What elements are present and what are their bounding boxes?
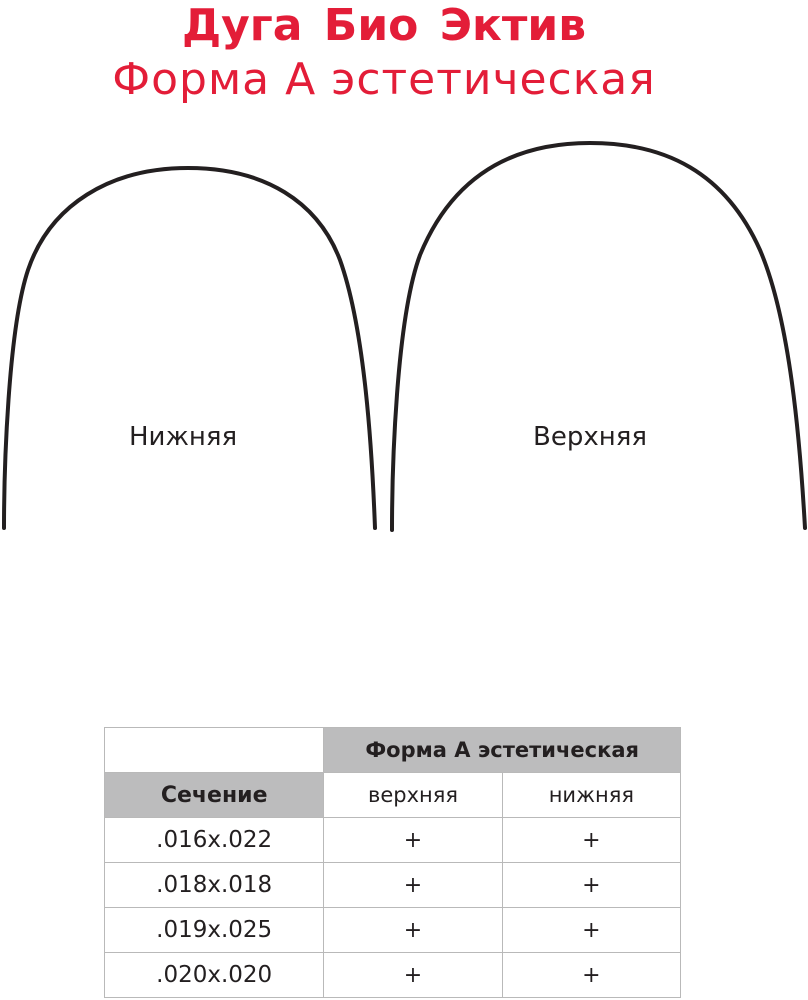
size-cell: .019x.025 [105,908,324,953]
specification-table [104,727,681,998]
upper-availability-cell: + [324,908,502,953]
table-row [105,953,681,998]
lower-availability-cell: + [502,953,680,998]
upper-column-header: верхняя [324,773,502,818]
lower-availability-cell: + [502,863,680,908]
product-subtitle: Форма А эстетическая [112,54,656,105]
size-cell: .020x.020 [105,953,324,998]
lower-arch-label: Нижняя [129,422,238,452]
table-row [105,818,681,863]
section-column-header: Сечение [105,773,324,818]
size-cell: .018x.018 [105,863,324,908]
upper-availability-cell: + [324,953,502,998]
lower-availability-cell: + [502,818,680,863]
table-row [105,863,681,908]
upper-arch-label: Верхняя [533,422,648,452]
table-header-row-sub [105,773,681,818]
product-title: Дуга Био Эктив [181,0,587,51]
table-header-row-group [105,728,681,773]
upper-archwire-shape [392,143,805,530]
size-cell: .016x.022 [105,818,324,863]
table-row [105,908,681,953]
lower-archwire-shape [4,168,375,528]
form-group-header: Форма А эстетическая [324,728,681,773]
upper-availability-cell: + [324,863,502,908]
lower-column-header: нижняя [502,773,680,818]
table-corner-cell [105,728,324,773]
upper-availability-cell: + [324,818,502,863]
lower-availability-cell: + [502,908,680,953]
